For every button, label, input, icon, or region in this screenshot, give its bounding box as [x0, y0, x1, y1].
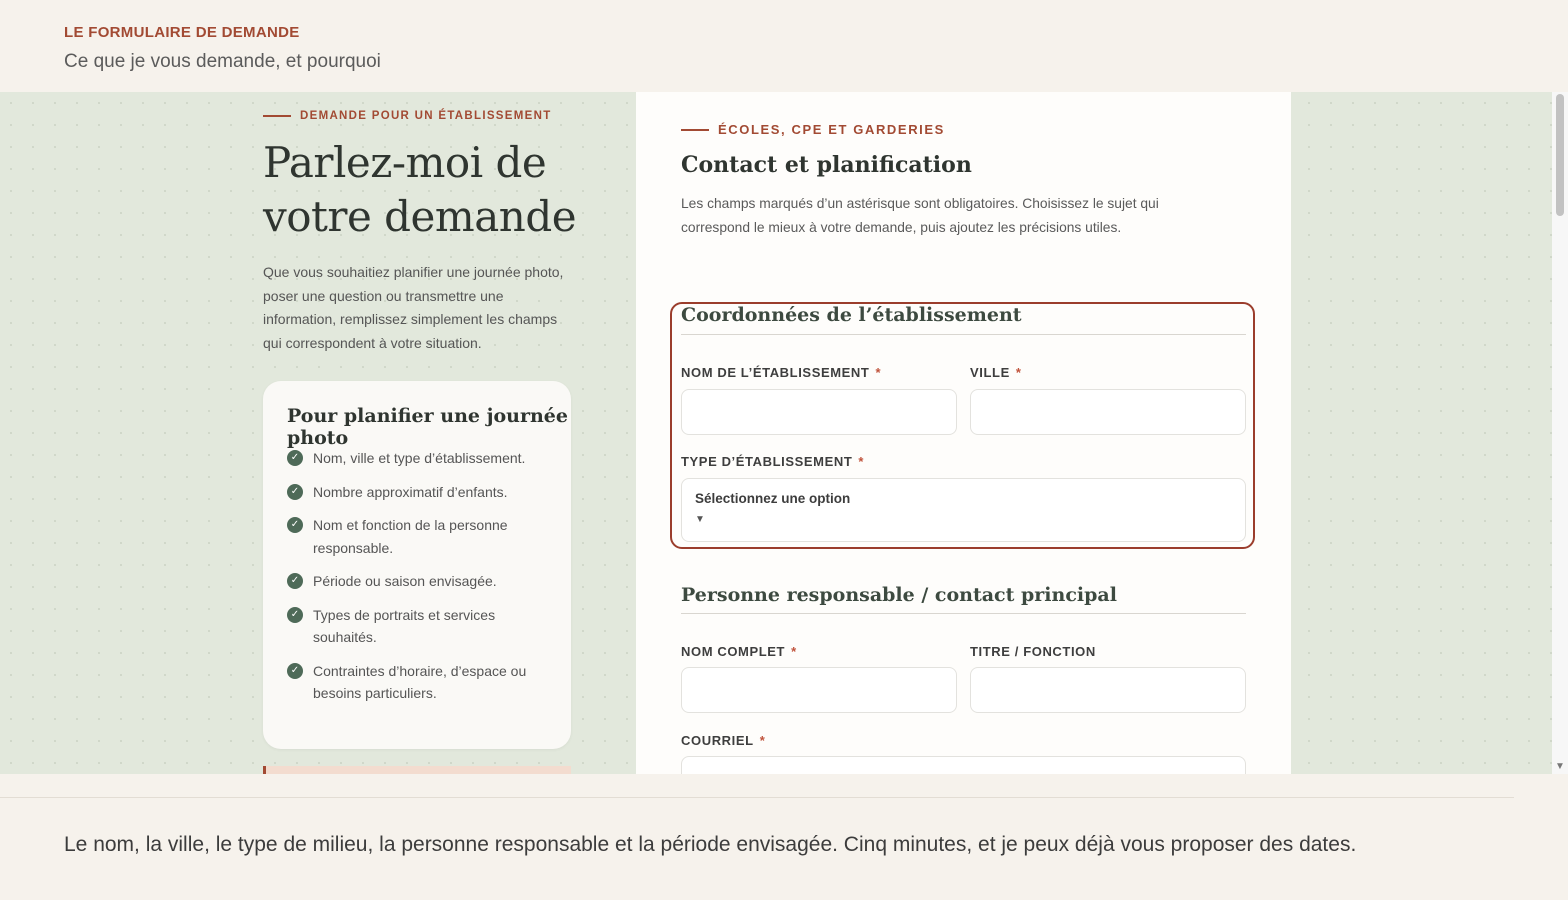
vertical-scrollbar[interactable] [1552, 92, 1568, 774]
intro-text: Que vous souhaitiez planifier une journée photo, poser une question ou transmettre une information, remplissez simplement les champs qui correspondent à votre situation. [263, 264, 564, 351]
checklist-item [287, 570, 547, 593]
page-eyebrow: LE FORMULAIRE DE DEMANDE [64, 24, 300, 41]
checklist-item-label: Nombre approximatif d’enfants. [313, 483, 508, 500]
checklist-title: Pour planifier une journée photo [287, 405, 568, 449]
required-marker: * [791, 644, 797, 659]
intro-eyebrow [263, 110, 552, 122]
checklist-item-label: Période ou saison envisagée. [313, 573, 497, 589]
checklist-item [287, 660, 547, 705]
checklist-item-label: Nom, ville et type d’établissement. [313, 450, 526, 466]
checklist-item-label: Nom et fonction de la personne responsable. [313, 517, 508, 556]
scroll-down-arrow-icon[interactable]: ▼ [1555, 761, 1565, 772]
select-value: Sélectionnez une option [695, 491, 851, 506]
required-marker: * [875, 365, 882, 380]
checklist-item [287, 514, 547, 559]
check-circle-icon: ✓ [287, 663, 303, 679]
full-name-input[interactable] [681, 667, 957, 713]
eyebrow-line [681, 129, 709, 131]
screenshot-viewport[interactable] [0, 92, 1568, 774]
page-subtitle: Ce que je vous demande, et pourquoi [64, 51, 381, 72]
check-circle-icon: ✓ [287, 484, 303, 500]
form-eyebrow-label: ÉCOLES, CPE ET GARDERIES [718, 122, 945, 137]
form-intro: Les champs marqués d’un astérisque sont obligatoires. Choisissez le sujet qui correspond le mieux à votre demande, puis ajoutez les précisions utiles. [681, 196, 1159, 235]
role-label: TITRE / FONCTION [970, 644, 1096, 659]
intro-eyebrow-label: DEMANDE POUR UN ÉTABLISSEMENT [300, 110, 552, 122]
form-eyebrow [681, 122, 945, 137]
section-divider [681, 334, 1246, 335]
email-label: COURRIEL * [681, 733, 766, 748]
check-circle-icon: ✓ [287, 607, 303, 623]
establishment-type-label: TYPE D’ÉTABLISSEMENT * [681, 454, 865, 469]
section-title-contact: Personne responsable / contact principal [681, 584, 1117, 606]
check-circle-icon: ✓ [287, 450, 303, 466]
establishment-name-label: NOM DE L’ÉTABLISSEMENT * [681, 365, 882, 380]
checklist-item-label: Types de portraits et services souhaités. [313, 606, 496, 645]
eyebrow-line [263, 115, 291, 117]
checklist-item [287, 481, 547, 504]
page-header [0, 0, 1568, 92]
checklist [287, 447, 547, 716]
required-marker: * [858, 454, 865, 469]
caption-divider [0, 797, 1514, 798]
full-name-label: NOM COMPLET * [681, 644, 797, 659]
required-marker: * [759, 733, 766, 748]
required-marker: * [1015, 365, 1022, 380]
form-title: Contact et planification [681, 152, 972, 178]
establishment-name-input[interactable] [681, 389, 957, 435]
checklist-card [263, 381, 571, 749]
checklist-item [287, 447, 547, 470]
section-title-establishment: Coordonnées de l’établissement [681, 304, 1022, 326]
checklist-item-label: Contraintes d’horaire, d’espace ou besoins particuliers. [313, 662, 527, 701]
checklist-item [287, 604, 547, 649]
role-input[interactable] [970, 667, 1246, 713]
city-label: VILLE * [970, 365, 1022, 380]
check-circle-icon: ✓ [287, 517, 303, 533]
establishment-type-select[interactable] [681, 478, 1246, 542]
email-input[interactable] [681, 756, 1246, 774]
form-panel [636, 92, 1291, 774]
intro-title: Parlez-moi de votre demande [263, 138, 577, 241]
city-input[interactable] [970, 389, 1246, 435]
screenshot-caption: Le nom, la ville, le type de milieu, la personne responsable et la période envisagée. Cinq minutes, et je peux déjà vous proposer des dates. [64, 833, 1357, 856]
triangle-down-icon: ▼ [695, 514, 705, 525]
next-card-peek [263, 766, 571, 774]
check-circle-icon: ✓ [287, 573, 303, 589]
section-divider [681, 613, 1246, 614]
scrollbar-thumb[interactable] [1556, 94, 1564, 216]
